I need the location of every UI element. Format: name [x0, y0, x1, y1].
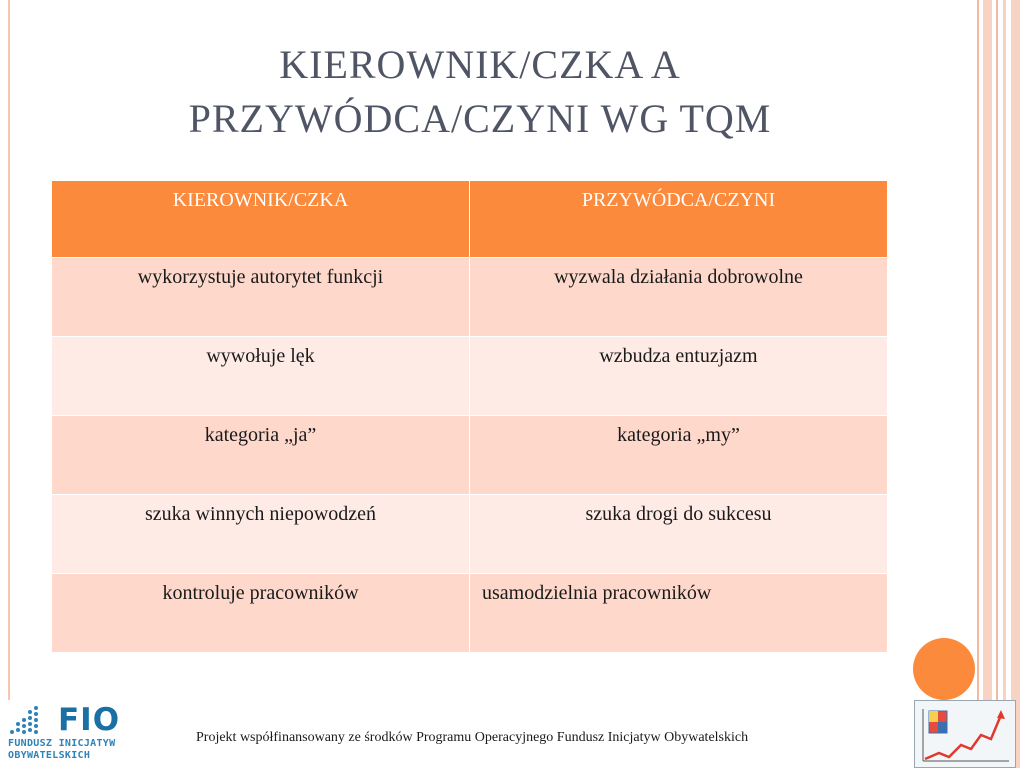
right-decorative-stripes — [974, 0, 1024, 768]
table-cell: szuka winnych niepowodzeń — [52, 495, 470, 574]
table-header-row — [52, 181, 888, 258]
left-border-line — [8, 0, 10, 700]
footer-text: Projekt współfinansowany ze środków Programu Operacyjnego Fundusz Inicjatyw Obywatelskich — [196, 730, 749, 745]
fio-logo-line1: FUNDUSZ INICJATYW — [8, 738, 116, 749]
header-kierownik: KIEROWNIK/CZKA — [52, 181, 470, 258]
table-cell: usamodzielnia pracowników — [470, 574, 888, 653]
table-row — [52, 337, 888, 416]
slide-title-line2: PRZYWÓDCA/CZYNI WG TQM — [188, 96, 772, 141]
slide-title — [60, 38, 900, 146]
fio-logo-subtitle — [8, 738, 134, 762]
table-cell: kategoria „ja” — [52, 416, 470, 495]
table-cell: kategoria „my” — [470, 416, 888, 495]
table-cell: szuka drogi do sukcesu — [470, 495, 888, 574]
orange-circle-decoration — [913, 638, 975, 700]
slide-title-line1: KIEROWNIK/CZKA A — [279, 42, 681, 87]
fio-logo-text: FIO — [58, 702, 121, 738]
fio-logo-line2: OBYWATELSKICH — [8, 750, 91, 761]
growth-chart-logo-icon — [914, 700, 1016, 768]
comparison-table — [51, 180, 888, 653]
table-row — [52, 574, 888, 653]
table-cell: wzbudza entuzjazm — [470, 337, 888, 416]
table-row — [52, 495, 888, 574]
table-row — [52, 258, 888, 337]
table-cell: wykorzystuje autorytet funkcji — [52, 258, 470, 337]
table-cell: wywołuje lęk — [52, 337, 470, 416]
header-przywodca: PRZYWÓDCA/CZYNI — [470, 181, 888, 258]
table-cell: kontroluje pracowników — [52, 574, 470, 653]
table-row — [52, 416, 888, 495]
table-cell: wyzwala działania dobrowolne — [470, 258, 888, 337]
